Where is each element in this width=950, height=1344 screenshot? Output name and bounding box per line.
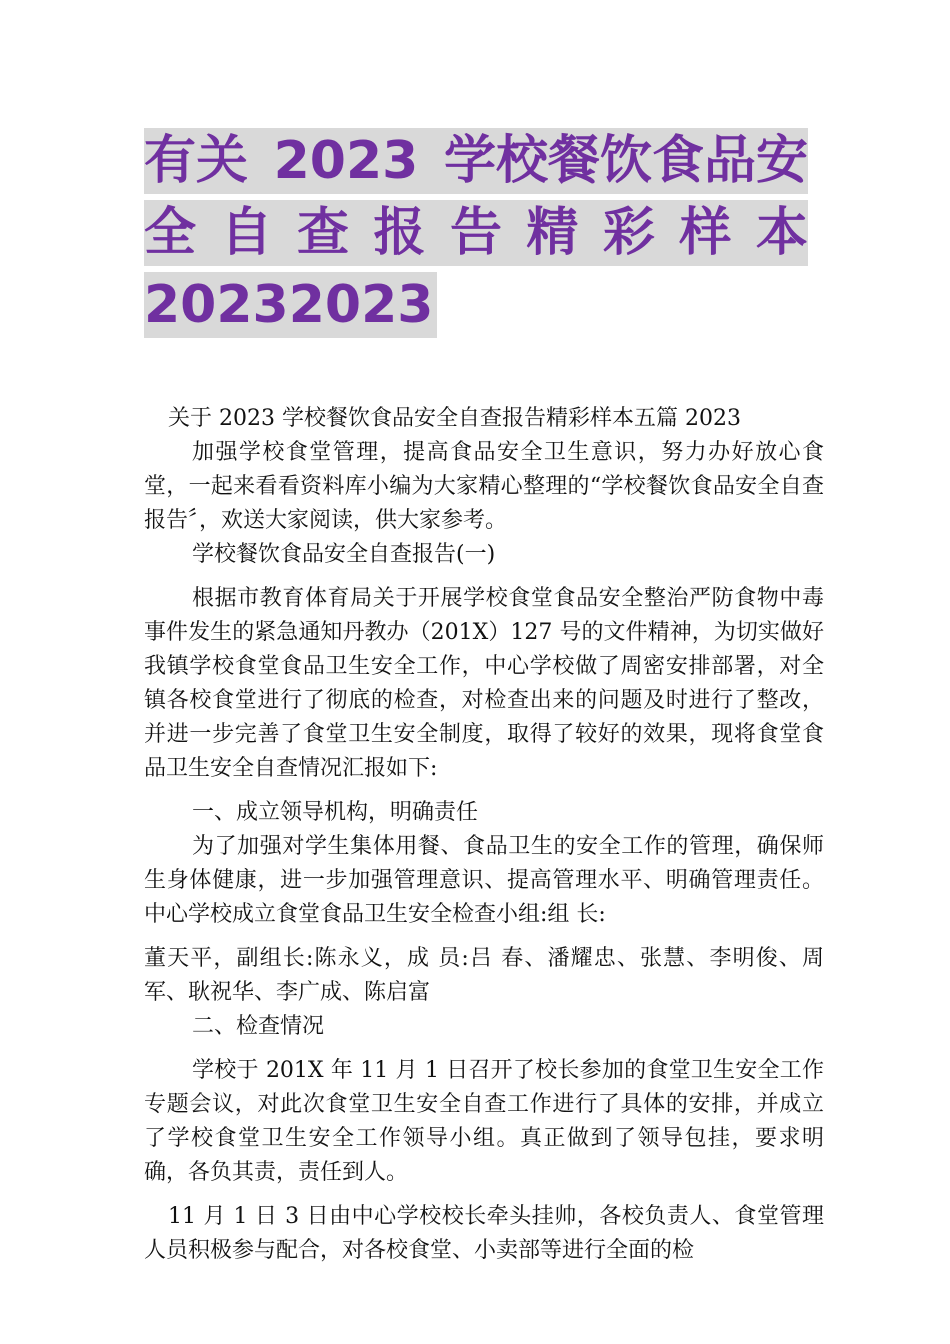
section-heading: 学校餐饮食品安全自查报告(一) (192, 542, 496, 567)
title-line-1 (144, 128, 808, 194)
title-char: 本 (755, 203, 808, 263)
paragraph: 为了加强对学生集体用餐、食品卫生的安全工作的管理，确保师生身体健康，进一步加强管理意识、提高管理水平、明确管理责任。中心学校成立食堂食品卫生安全检查小组:组 长: (144, 834, 824, 927)
paragraph: 根据市教育体育局关于开展学校食堂食品安全整治严防食物中毒事件发生的紧急通知丹教办（201X）127 号的文件精神，为切实做好我镇学校食堂食品卫生安全工作，中心学校做了周密安排部署，对全镇各校食堂进行了彻底的检查，对检查出来的问题及时进行了整改，并进一步完善了食堂卫生安全制度，取得了较好的效果，现将食堂食品卫生安全自查情况汇报如下: (144, 586, 824, 781)
intro-line: 关于 2023 学校餐饮食品安全自查报告精彩样本五篇 2023 (168, 406, 741, 431)
title-line-2 (144, 200, 808, 266)
title-segment: 2023 (273, 131, 419, 191)
document-title (144, 128, 808, 357)
title-char: 报 (373, 203, 426, 263)
section-heading: 一、成立领导机构，明确责任 (192, 800, 479, 825)
title-char: 自 (220, 203, 273, 263)
title-char: 彩 (602, 203, 655, 263)
title-char: 全 (144, 203, 197, 263)
title-char: 告 (449, 203, 502, 263)
document-body (144, 402, 824, 1268)
paragraph: 学校于 201X 年 11 月 1 日召开了校长参加的食堂卫生安全工作专题会议，对此次食堂卫生安全自查工作进行了具体的安排，并成立了学校食堂卫生安全工作领导小组。真正做到了领导包挂，要求明确，各负其责，责任到人。 (144, 1058, 824, 1185)
paragraph: 11 月 1 日 3 日由中心学校校长牵头挂帅，各校负责人、食堂管理人员积极参与配合，对各校食堂、小卖部等进行全面的检 (144, 1204, 824, 1263)
paragraph: 加强学校食堂管理，提高食品安全卫生意识，努力办好放心食堂，一起来看看资料库小编为大家精心整理的“学校餐饮食品安全自查报告〞，欢送大家阅读，供大家参考。 (144, 440, 824, 533)
section-heading: 二、检查情况 (192, 1014, 325, 1039)
paragraph: 董天平，副组长:陈永义，成 员:吕 春、潘耀忠、张慧、李明俊、周军、耿祝华、李广成、陈启富 (144, 946, 824, 1005)
title-char: 查 (296, 203, 349, 263)
title-line-3: 20232023 (144, 272, 437, 338)
title-char: 精 (526, 203, 579, 263)
title-char: 样 (679, 203, 732, 263)
title-segment: 学校餐饮食品安 (443, 131, 808, 191)
title-segment: 有关 (144, 131, 249, 191)
